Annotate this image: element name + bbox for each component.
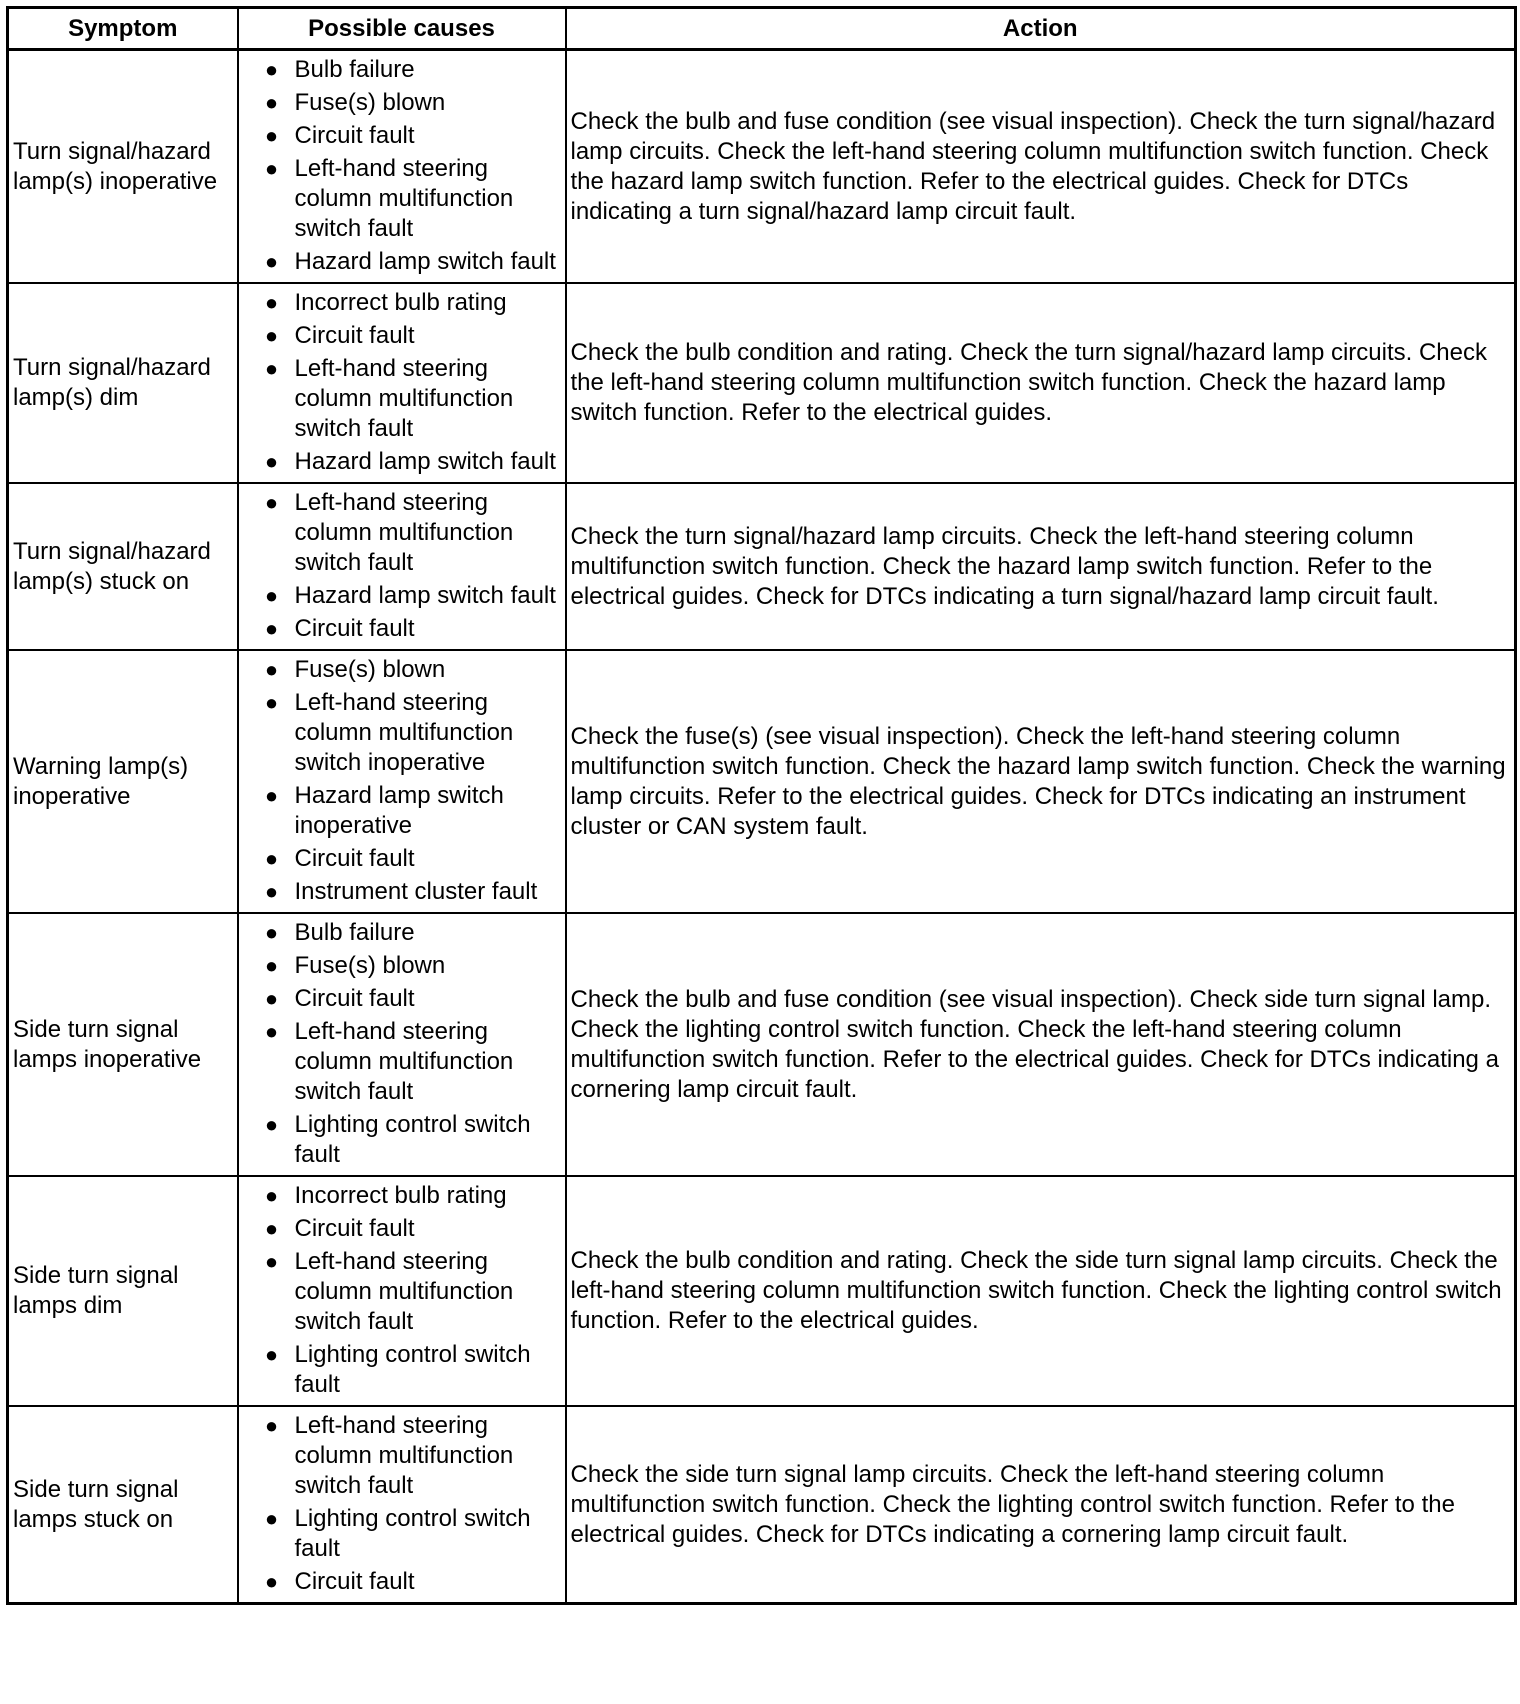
list-item — [245, 918, 559, 948]
list-item — [245, 121, 559, 151]
causes-list — [245, 55, 559, 277]
list-item — [245, 1340, 559, 1400]
list-item — [245, 321, 559, 351]
bullet-icon: ● — [264, 1342, 279, 1367]
causes-list — [245, 1411, 559, 1597]
list-item — [245, 1567, 559, 1597]
list-item — [245, 581, 559, 611]
causes-list — [245, 1181, 559, 1400]
possible-causes-cell — [238, 483, 566, 650]
table-row — [8, 283, 1516, 483]
list-item — [245, 447, 559, 477]
bullet-icon: ● — [264, 879, 279, 904]
table-row — [8, 1406, 1516, 1604]
cause-text: Hazard lamp switch fault — [294, 248, 556, 275]
bullet-icon: ● — [264, 1216, 279, 1241]
bullet-icon: ● — [264, 490, 279, 515]
cause-text: Circuit fault — [294, 122, 415, 149]
list-item — [245, 1504, 559, 1564]
cause-text: Left-hand steering column multifunction switch inoperative — [294, 689, 514, 776]
bullet-icon: ● — [264, 616, 279, 641]
action-cell: Check the bulb condition and rating. Check the side turn signal lamp circuits. Check the left-hand steering column multifunction switch function. Check the lighting control switch function. Refer to the electrical guides. — [566, 1176, 1516, 1406]
bullet-icon: ● — [264, 953, 279, 978]
bullet-icon: ● — [264, 123, 279, 148]
table-row — [8, 1176, 1516, 1406]
list-item — [245, 844, 559, 874]
cause-text: Left-hand steering column multifunction switch fault — [294, 489, 514, 576]
list-item — [245, 488, 559, 578]
table-header — [8, 8, 1516, 50]
table-row — [8, 913, 1516, 1176]
symptom-cell: Side turn signal lamps stuck on — [8, 1406, 238, 1604]
bullet-icon: ● — [264, 1413, 279, 1438]
list-item — [245, 655, 559, 685]
bullet-icon: ● — [264, 156, 279, 181]
bullet-icon: ● — [264, 1569, 279, 1594]
bullet-icon: ● — [264, 920, 279, 945]
symptom-cell: Turn signal/hazard lamp(s) stuck on — [8, 483, 238, 650]
list-item — [245, 1411, 559, 1501]
bullet-icon: ● — [264, 449, 279, 474]
cause-text: Bulb failure — [294, 919, 415, 946]
cause-text: Incorrect bulb rating — [294, 1182, 507, 1209]
list-item — [245, 88, 559, 118]
action-cell: Check the bulb condition and rating. Check the turn signal/hazard lamp circuits. Check the left-hand steering column multifunction switch function. Check the hazard lamp switch function. Refer to the electrical guides. — [566, 283, 1516, 483]
list-item — [245, 1214, 559, 1244]
cause-text: Fuse(s) blown — [294, 656, 446, 683]
bullet-icon: ● — [264, 986, 279, 1011]
list-item — [245, 614, 559, 644]
cause-text: Bulb failure — [294, 56, 415, 83]
bullet-icon: ● — [264, 1506, 279, 1531]
symptom-cell: Side turn signal lamps inoperative — [8, 913, 238, 1176]
list-item — [245, 55, 559, 85]
symptom-cell: Turn signal/hazard lamp(s) dim — [8, 283, 238, 483]
bullet-icon: ● — [264, 783, 279, 808]
bullet-icon: ● — [264, 1249, 279, 1274]
cause-text: Circuit fault — [294, 1215, 415, 1242]
bullet-icon: ● — [264, 1183, 279, 1208]
list-item — [245, 154, 559, 244]
bullet-icon: ● — [264, 583, 279, 608]
cause-text: Lighting control switch fault — [294, 1505, 531, 1562]
cause-text: Circuit fault — [294, 985, 415, 1012]
possible-causes-cell — [238, 283, 566, 483]
bullet-icon: ● — [264, 90, 279, 115]
cause-text: Left-hand steering column multifunction switch fault — [294, 1412, 514, 1499]
cause-text: Hazard lamp switch fault — [294, 582, 556, 609]
bullet-icon: ● — [264, 57, 279, 82]
cause-text: Lighting control switch fault — [294, 1111, 531, 1168]
cause-text: Hazard lamp switch fault — [294, 448, 556, 475]
bullet-icon: ● — [264, 1019, 279, 1044]
bullet-icon: ● — [264, 657, 279, 682]
table-row — [8, 483, 1516, 650]
possible-causes-cell — [238, 913, 566, 1176]
causes-list — [245, 655, 559, 907]
symptom-cell: Warning lamp(s) inoperative — [8, 650, 238, 913]
table-row — [8, 650, 1516, 913]
list-item — [245, 984, 559, 1014]
list-item — [245, 1017, 559, 1107]
list-item — [245, 877, 559, 907]
table-row — [8, 50, 1516, 284]
diagnostic-table-container — [6, 6, 1514, 1605]
list-item — [245, 288, 559, 318]
action-cell: Check the turn signal/hazard lamp circuits. Check the left-hand steering column multifunction switch function. Check the hazard lamp switch function. Refer to the electrical guides. Check for DTCs indicating a turn signal/hazard lamp circuit fault. — [566, 483, 1516, 650]
cause-text: Fuse(s) blown — [294, 89, 446, 116]
bullet-icon: ● — [264, 356, 279, 381]
cause-text: Lighting control switch fault — [294, 1341, 531, 1398]
cause-text: Left-hand steering column multifunction switch fault — [294, 355, 514, 442]
bullet-icon: ● — [264, 249, 279, 274]
bullet-icon: ● — [264, 690, 279, 715]
list-item — [245, 1247, 559, 1337]
bullet-icon: ● — [264, 323, 279, 348]
cause-text: Circuit fault — [294, 845, 415, 872]
possible-causes-cell — [238, 650, 566, 913]
list-item — [245, 247, 559, 277]
possible-causes-cell — [238, 1406, 566, 1604]
causes-list — [245, 918, 559, 1170]
header-row — [8, 8, 1516, 50]
header-action: Action — [566, 8, 1516, 50]
possible-causes-cell — [238, 50, 566, 284]
bullet-icon: ● — [264, 846, 279, 871]
cause-text: Incorrect bulb rating — [294, 289, 507, 316]
symptom-cell: Turn signal/hazard lamp(s) inoperative — [8, 50, 238, 284]
cause-text: Fuse(s) blown — [294, 952, 446, 979]
header-symptom: Symptom — [8, 8, 238, 50]
causes-list — [245, 488, 559, 644]
list-item — [245, 1181, 559, 1211]
causes-list — [245, 288, 559, 477]
cause-text: Left-hand steering column multifunction switch fault — [294, 1248, 514, 1335]
cause-text: Hazard lamp switch inoperative — [294, 782, 504, 839]
action-cell: Check the bulb and fuse condition (see visual inspection). Check the turn signal/hazard lamp circuits. Check the left-hand steering column multifunction switch function. Check the hazard lamp switch function. Refer to the electrical guides. Check for DTCs indicating a turn signal/hazard lamp circuit fault. — [566, 50, 1516, 284]
bullet-icon: ● — [264, 290, 279, 315]
action-cell: Check the bulb and fuse condition (see visual inspection). Check side turn signal lamp. Check the lighting control switch function. Check the left-hand steering column multifunction switch function. Refer to the electrical guides. Check for DTCs indicating a cornering lamp circuit fault. — [566, 913, 1516, 1176]
cause-text: Left-hand steering column multifunction switch fault — [294, 1018, 514, 1105]
symptom-chart-table — [6, 6, 1517, 1605]
bullet-icon: ● — [264, 1112, 279, 1137]
header-possible-causes: Possible causes — [238, 8, 566, 50]
symptom-cell: Side turn signal lamps dim — [8, 1176, 238, 1406]
cause-text: Left-hand steering column multifunction switch fault — [294, 155, 514, 242]
list-item — [245, 354, 559, 444]
list-item — [245, 781, 559, 841]
list-item — [245, 1110, 559, 1170]
list-item — [245, 688, 559, 778]
possible-causes-cell — [238, 1176, 566, 1406]
cause-text: Instrument cluster fault — [294, 878, 538, 905]
cause-text: Circuit fault — [294, 615, 415, 642]
action-cell: Check the fuse(s) (see visual inspection). Check the left-hand steering column multifunction switch function. Check the hazard lamp switch function. Check the warning lamp circuits. Refer to the electrical guides. Check for DTCs indicating an instrument cluster or CAN system fault. — [566, 650, 1516, 913]
table-body — [8, 50, 1516, 1604]
cause-text: Circuit fault — [294, 322, 415, 349]
cause-text: Circuit fault — [294, 1568, 415, 1595]
list-item — [245, 951, 559, 981]
action-cell: Check the side turn signal lamp circuits. Check the left-hand steering column multifunction switch function. Check the lighting control switch function. Refer to the electrical guides. Check for DTCs indicating a cornering lamp circuit fault. — [566, 1406, 1516, 1604]
